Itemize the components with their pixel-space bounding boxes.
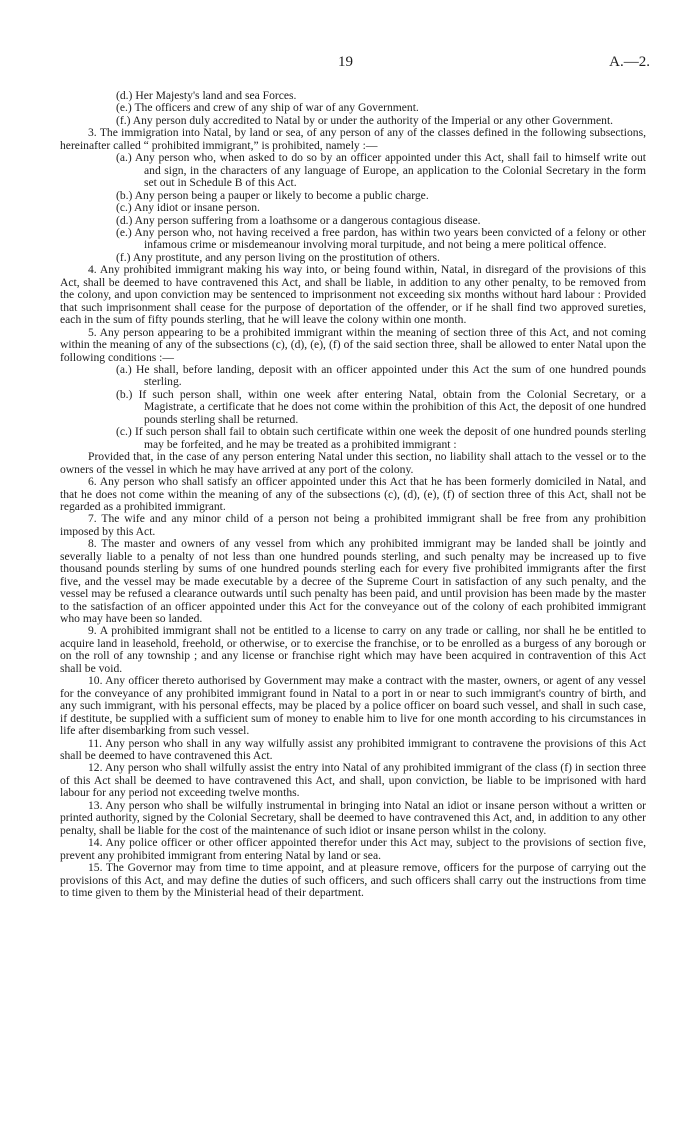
page-header <box>0 56 700 76</box>
paragraph: 7. The wife and any minor child of a person not being a prohibited immigrant shall be free from any prohibition imposed by this Act. <box>60 512 646 538</box>
page-number: 19 <box>338 54 353 70</box>
list-item: (e.) Any person who, not having received a free pardon, has within two years been convicted of a felony or other infamous crime or misdemeanour involving moral turpitude, and not being a mere political offence. <box>116 225 646 252</box>
list-item: (f.) Any person duly accredited to Natal by or under the authority of the Imperial or any other Government. <box>116 113 614 127</box>
paragraph: 8. The master and owners of any vessel from which any prohibited immigrant may be landed shall be jointly and severally liable to a penalty of not less than one hundred pounds sterling, and such penalty may be increased up to five thousand pounds sterling by sums of one hundred pounds sterling each for every five prohibited immigrants after the first five, and the vessel may be made executable by a decree of the Supreme Court in satisfaction of any such penalty, and the vessel may be refused a clearance outwards until such penalty has been paid, and until provision has been made by the master to the satisfaction of an officer appointed under this Act for the conveyance out of the colony of each prohibited immigrant who may have been so landed. <box>60 537 646 626</box>
paragraph: 6. Any person who shall satisfy an officer appointed under this Act that he has been formerly domiciled in Natal, and that he does not come within the meaning of any of the subsections (c), (d), (e), (f) of section three of this Act, shall not be regarded as a prohibited immigrant. <box>60 475 646 513</box>
paragraph: 14. Any police officer or other officer appointed therefor under this Act may, subject to the provisions of section five, prevent any prohibited immigrant from entering Natal by land or sea. <box>60 836 646 862</box>
list-item: (e.) The officers and crew of any ship of war of any Government. <box>116 101 419 115</box>
document-body <box>60 90 646 899</box>
paragraph: 15. The Governor may from time to time appoint, and at pleasure remove, officers for the purpose of carrying out the provisions of this Act, and may define the duties of such officers, and such officers shall carry out the instructions from time to time given to them by the Ministerial head of their department. <box>60 861 646 899</box>
list-item: (c.) Any idiot or insane person. <box>116 201 260 215</box>
list-item: (d.) Any person suffering from a loathsome or a dangerous contagious disease. <box>116 213 481 227</box>
paragraph: 3. The immigration into Natal, by land or sea, of any person of any of the classes defined in the following subsections, hereinafter called “ prohibited immigrant,” is prohibited, namely :— <box>60 126 646 152</box>
paragraph: Provided that, in the case of any person entering Natal under this section, no liability shall attach to the vessel or to the owners of the vessel in which he may have arrived at any port of the colony. <box>60 450 646 476</box>
paragraph: 9. A prohibited immigrant shall not be entitled to a license to carry on any trade or calling, nor shall he be entitled to acquire land in leasehold, freehold, or otherwise, or to exercise the franchise, or to be enrolled as a burgess of any borough or on the roll of any township ; and any license or franchise right which may have been acquired in contravention of this Act shall be void. <box>60 624 646 675</box>
paragraph: 13. Any person who shall be wilfully instrumental in bringing into Natal an idiot or insane person without a written or printed authority, signed by the Colonial Secretary, shall be deemed to have contravened this Act, and, in addition to any other penalty, shall be liable for the cost of the maintenance of such idiot or insane person whilst in the colony. <box>60 798 646 837</box>
paragraph: 4. Any prohibited immigrant making his way into, or being found within, Natal, in disregard of the provisions of this Act, shall be deemed to have contravened this Act, and shall be liable, in addition to any other penalty, to be removed from the colony, and upon conviction may be sentenced to imprisonment not exceeding six months without hard labour : Provided that such imprisonment shall cease for the purpose of deportation of the offender, or if he shall find two approved sureties, each in the sum of fifty pounds sterling, that he will leave the colony within one month. <box>60 263 646 327</box>
list-item: (d.) Her Majesty's land and sea Forces. <box>116 89 297 102</box>
paragraph: 11. Any person who shall in any way wilfully assist any prohibited immigrant to contravene the provisions of this Act shall be deemed to have contravened this Act. <box>60 736 646 763</box>
list-item: (f.) Any prostitute, and any person living on the prostitution of others. <box>116 250 440 264</box>
paragraph: 10. Any officer thereto authorised by Government may make a contract with the master, owners, or agent of any vessel for the conveyance of any prohibited immigrant found in Natal to a port in or near to such immigrant's country of birth, and any such immigrant, with his personal effects, may be placed by a police officer on board such vessel, and shall in such case, if destitute, be supplied with a sufficient sum of money to enable him to live for one month according to his circumstances in life after disembarking from such vessel. <box>60 674 646 738</box>
list-item: (b.) If such person shall, within one week after entering Natal, obtain from the Colonial Secretary, or a Magistrate, a certificate that he does not come within the prohibition of this Act, the deposit of one hundred pounds sterling shall be returned. <box>116 387 646 426</box>
list-item: (b.) Any person being a pauper or likely to become a public charge. <box>116 188 429 202</box>
document-series-code: A.—2. <box>609 54 650 70</box>
list-item: (c.) If such person shall fail to obtain such certificate within one week the deposit of one hundred pounds sterling may be forfeited, and he may be treated as a prohibited immigrant : <box>116 425 646 451</box>
paragraph: 5. Any person appearing to be a prohibited immigrant within the meaning of section three of this Act, and not coming within the meaning of any of the subsections (c), (d), (e), (f) of the said section three, shall be allowed to enter Natal upon the following conditions :— <box>60 325 646 364</box>
paragraph: 12. Any person who shall wilfully assist the entry into Natal of any prohibited immigrant of the class (f) in section three of this Act shall be deemed to have contravened this Act, and shall, upon conviction, be liable to be imprisoned with hard labour for any period not exceeding twelve months. <box>60 761 646 800</box>
list-item: (a.) Any person who, when asked to do so by an officer appointed under this Act, shall fail to himself write out and sign, in the characters of any language of Europe, an application to the Colonial Secretary in the form set out in Schedule B of this Act. <box>116 151 646 190</box>
list-item: (a.) He shall, before landing, deposit with an officer appointed under this Act the sum of one hundred pounds sterling. <box>116 362 646 389</box>
